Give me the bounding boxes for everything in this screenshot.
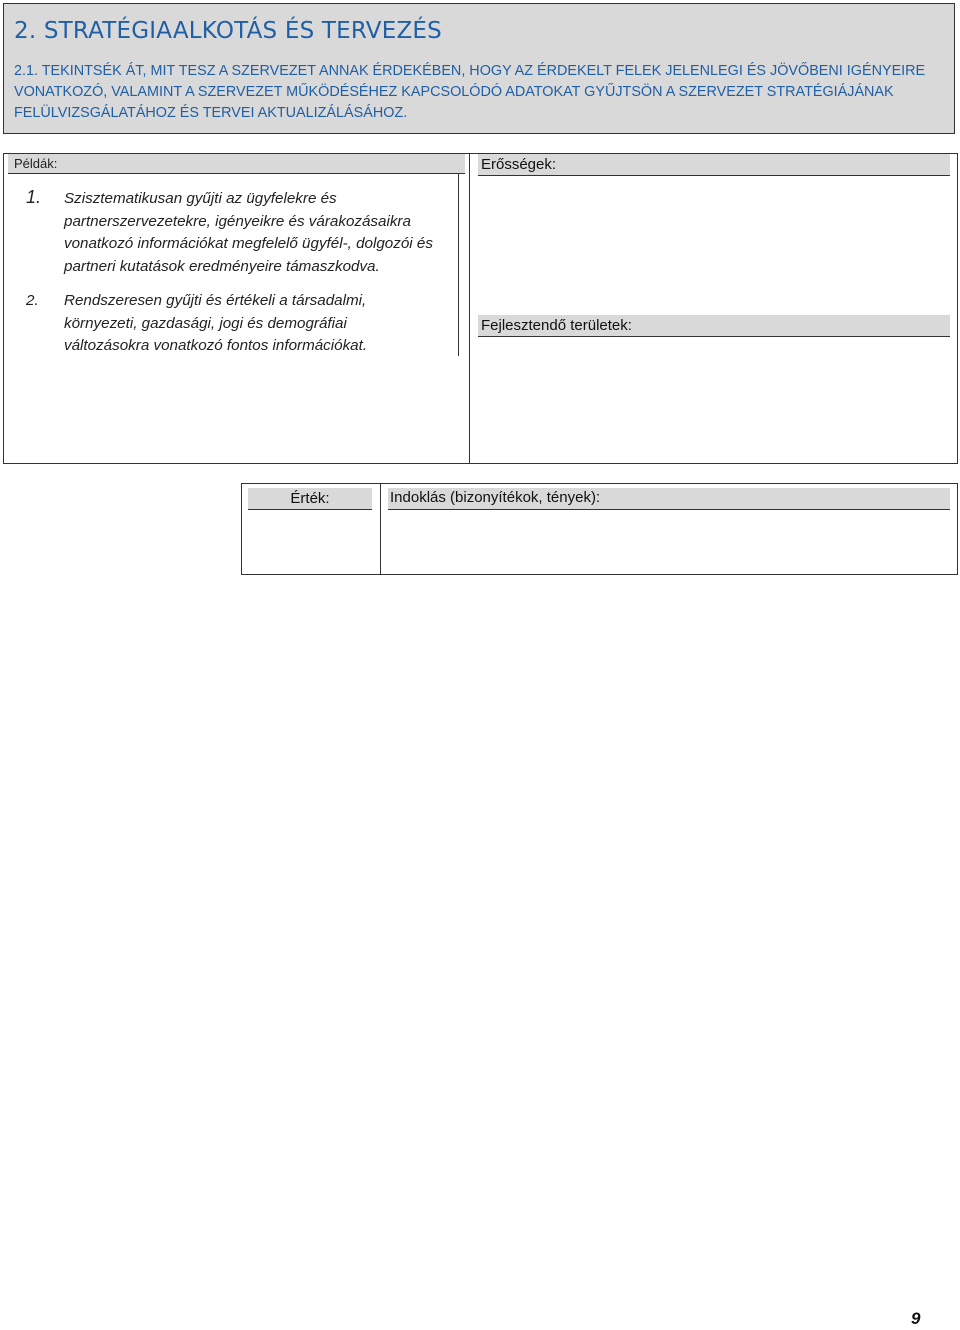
example-text: Szisztematikusan gyűjti az ügyfelekre és partnerszervezetekre, igényeikre és várakozásaikra vonatkozó információkat megfelelő ügyfél-, dolgozói és partneri kutatások eredményeire támaszkodva. bbox=[64, 190, 433, 275]
value-label: Érték: bbox=[290, 490, 330, 507]
column-divider bbox=[469, 154, 470, 463]
strengths-header bbox=[478, 154, 950, 176]
justification-header bbox=[388, 488, 950, 510]
justification-label: Indoklás (bizonyítékok, tények): bbox=[390, 489, 601, 506]
example-item-2 bbox=[26, 290, 436, 358]
examples-header bbox=[8, 154, 465, 174]
strengths-label: Erősségek: bbox=[481, 156, 557, 173]
subsection-criterion: 2.1. TEKINTSÉK ÁT, MIT TESZ A SZERVEZET ANNAK ÉRDEKÉBEN, HOGY AZ ÉRDEKELT FELEK JELENLEGI ÉS JÖVŐBENI IGÉNYEIRE VONATKOZÓ, VALAMINT A SZERVEZET MŰKÖDÉSÉHEZ KAPCSOLÓDÓ ADATOKAT GYŰJTSÖN A SZERVEZET STRATÉGIÁJÁNAK FELÜLVIZSGÁLATÁHOZ ÉS TERVEI AKTUALIZÁLÁSÁHOZ. bbox=[14, 63, 926, 121]
value-header bbox=[248, 488, 372, 510]
rating-table bbox=[241, 483, 958, 575]
improvements-header bbox=[478, 315, 950, 337]
page-number: 9 bbox=[911, 1309, 921, 1328]
examples-rule bbox=[458, 174, 459, 356]
example-item-1 bbox=[26, 188, 436, 278]
examples-label: Példák: bbox=[14, 156, 58, 171]
example-text: Rendszeresen gyűjti és értékeli a társadalmi, környezeti, gazdasági, jogi és demográfiai változásokra vonatkozó fontos információkat. bbox=[64, 292, 368, 354]
examples-assessment-table bbox=[3, 153, 958, 464]
section-title: 2. STRATÉGIAALKOTÁS ÉS TERVEZÉS bbox=[14, 18, 442, 44]
improvements-label: Fejlesztendő területek: bbox=[481, 317, 632, 334]
example-number: 1. bbox=[26, 187, 42, 207]
section-header bbox=[3, 3, 955, 134]
rating-divider bbox=[380, 484, 381, 574]
example-number: 2. bbox=[26, 292, 39, 309]
